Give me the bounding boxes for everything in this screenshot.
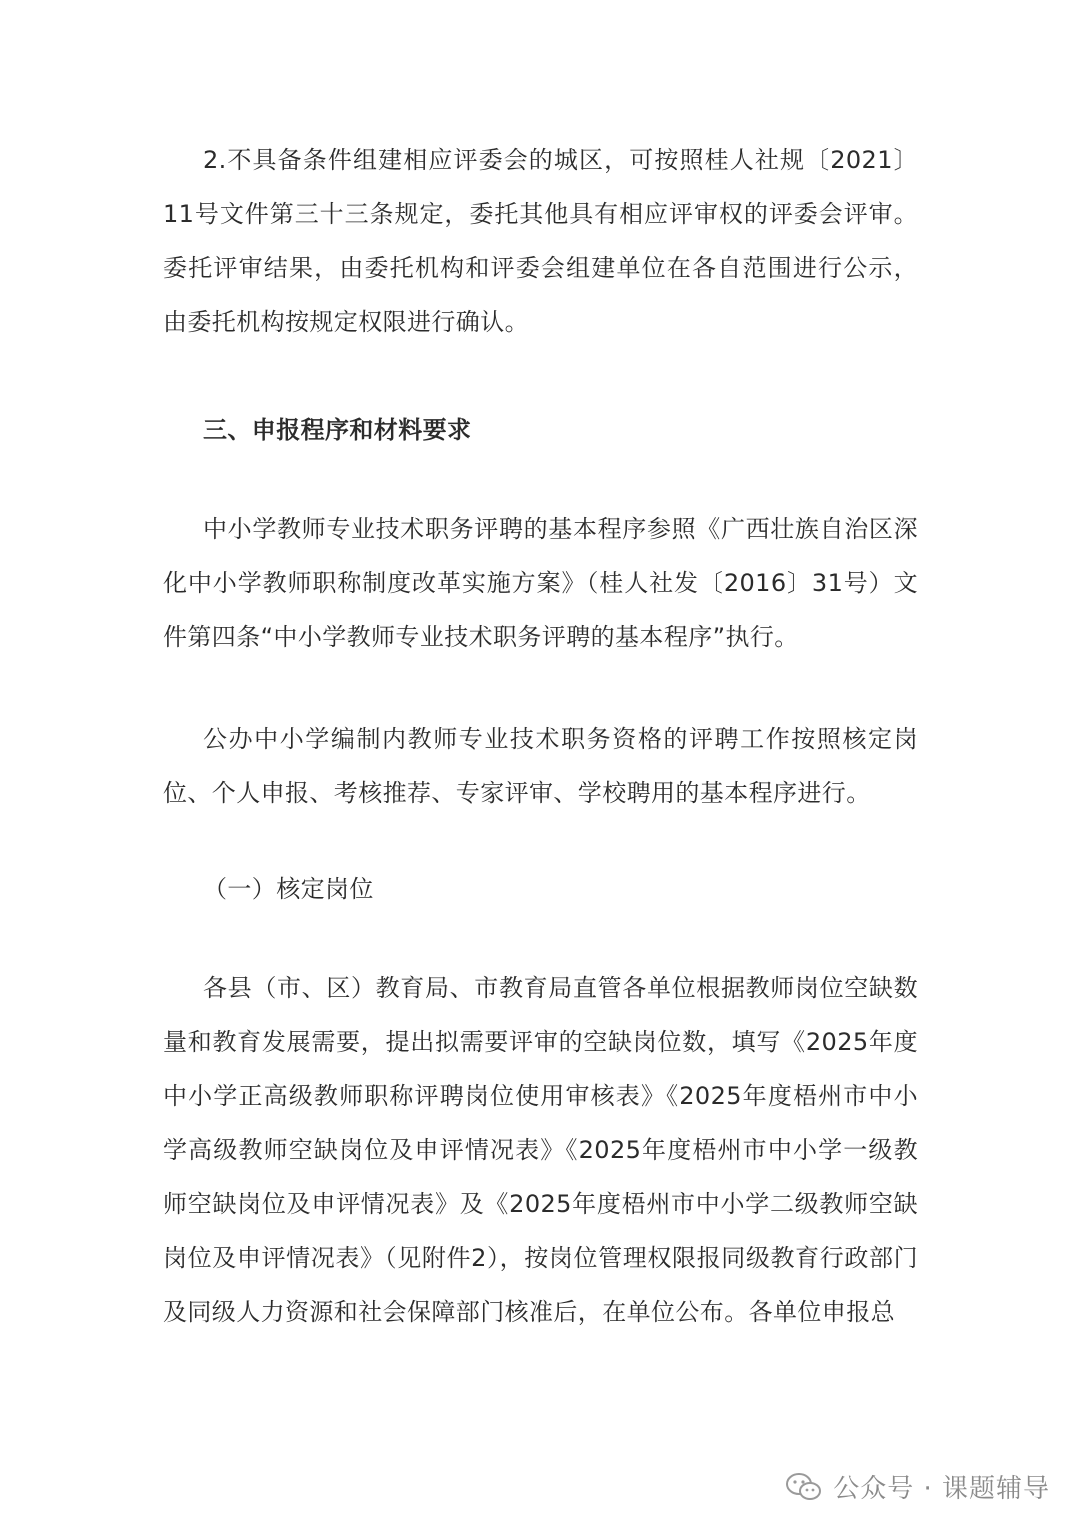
watermark bbox=[785, 1468, 1050, 1505]
paragraph-verify-positions: 各县（市、区）教育局、市教育局直管各单位根据教师岗位空缺数量和教育发展需要，提出拟需要评审的空缺岗位数，填写《2025年度中小学正高级教师职称评聘岗位使用审核表》《2025年度梧州市中小学高级教师空缺岗位及申评情况表》《2025年度梧州市中小学一级教师空缺岗位及申评情况表》及《2025年度梧州市中小学二级教师空缺岗位及申评情况表》（见附件2），按岗位管理权限报同级教育行政部门及同级人力资源和社会保障部门核准后，在单位公布。各单位申报总 bbox=[163, 974, 918, 1326]
watermark-text: 公众号 · 课题辅导 bbox=[833, 1474, 1050, 1504]
wechat-icon bbox=[785, 1472, 823, 1502]
section-heading-procedure: 三、申报程序和材料要求 bbox=[203, 416, 472, 444]
subheading-verify-positions: （一）核定岗位 bbox=[203, 875, 374, 903]
paragraph-public-school-procedure: 公办中小学编制内教师专业技术职务资格的评聘工作按照核定岗位、个人申报、考核推荐、专家评审、学校聘用的基本程序进行。 bbox=[163, 725, 918, 807]
paragraph-delegated-review: 2.不具备条件组建相应评委会的城区，可按照桂人社规〔2021〕11号文件第三十三条规定，委托其他具有相应评审权的评委会评审。委托评审结果，由委托机构和评委会组建单位在各自范围进行公示，由委托机构按规定权限进行确认。 bbox=[163, 146, 918, 336]
paragraph-basic-procedure: 中小学教师专业技术职务评聘的基本程序参照《广西壮族自治区深化中小学教师职称制度改革实施方案》（桂人社发〔2016〕31号）文件第四条“中小学教师专业技术职务评聘的基本程序”执行。 bbox=[163, 515, 918, 651]
